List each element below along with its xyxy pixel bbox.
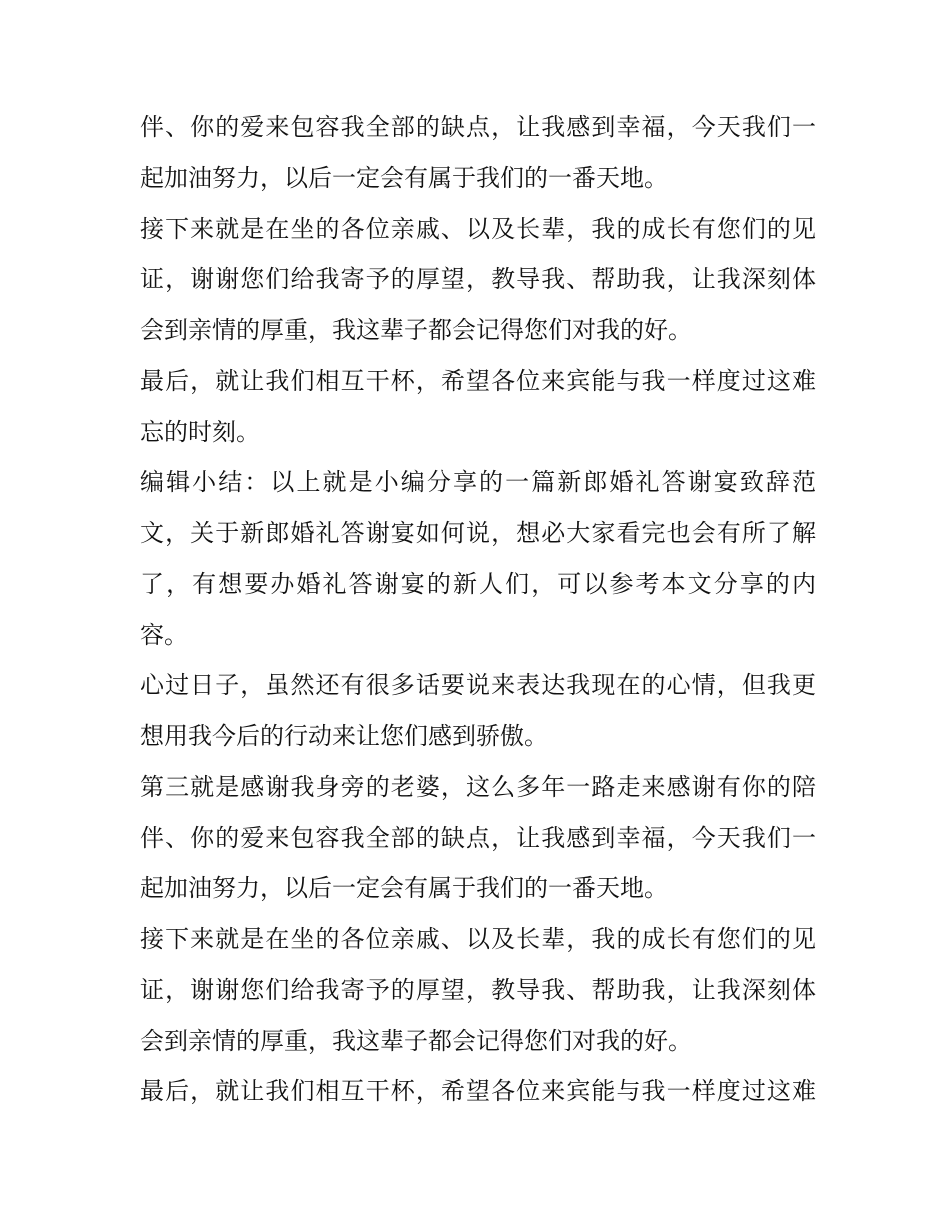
text-line: 编辑小结：以上就是小编分享的一篇新郎婚礼答谢宴致辞范 xyxy=(140,468,816,497)
text-line: 证，谢谢您们给我寄予的厚望，教导我、帮助我，让我深刻体 xyxy=(140,265,816,294)
text-line: 起加油努力，以后一定会有属于我们的一番天地。 xyxy=(140,874,668,903)
text-line: 心过日子，虽然还有很多话要说来表达我现在的心情，但我更 xyxy=(140,671,816,700)
text-line: 会到亲情的厚重，我这辈子都会记得您们对我的好。 xyxy=(140,1026,692,1055)
text-line: 想用我今后的行动来让您们感到骄傲。 xyxy=(140,722,548,750)
text-line: 证，谢谢您们给我寄予的厚望，教导我、帮助我，让我深刻体 xyxy=(140,975,816,1004)
text-line: 忘的时刻。 xyxy=(140,417,260,446)
text-line: 最后，就让我们相互干杯，希望各位来宾能与我一样度过这难 xyxy=(140,366,816,395)
text-line: 最后，就让我们相互干杯，希望各位来宾能与我一样度过这难 xyxy=(140,1077,816,1106)
text-line: 会到亲情的厚重，我这辈子都会记得您们对我的好。 xyxy=(140,316,692,344)
text-line: 伴、你的爱来包容我全部的缺点，让我感到幸福，今天我们一 xyxy=(140,823,816,852)
text-line: 起加油努力，以后一定会有属于我们的一番天地。 xyxy=(140,163,668,192)
text-line: 伴、你的爱来包容我全部的缺点，让我感到幸福，今天我们一 xyxy=(140,113,816,141)
text-line: 接下来就是在坐的各位亲戚、以及长辈，我的成长有您们的见 xyxy=(140,214,816,243)
text-line: 容。 xyxy=(140,620,188,649)
text-line: 接下来就是在坐的各位亲戚、以及长辈，我的成长有您们的见 xyxy=(140,925,816,953)
text-line: 了，有想要办婚礼答谢宴的新人们，可以参考本文分享的内 xyxy=(140,569,816,598)
text-line: 文，关于新郎婚礼答谢宴如何说，想必大家看完也会有所了解 xyxy=(140,519,816,547)
document-page xyxy=(140,102,816,1117)
text-line: 第三就是感谢我身旁的老婆，这么多年一路走来感谢有你的陪 xyxy=(140,772,816,801)
